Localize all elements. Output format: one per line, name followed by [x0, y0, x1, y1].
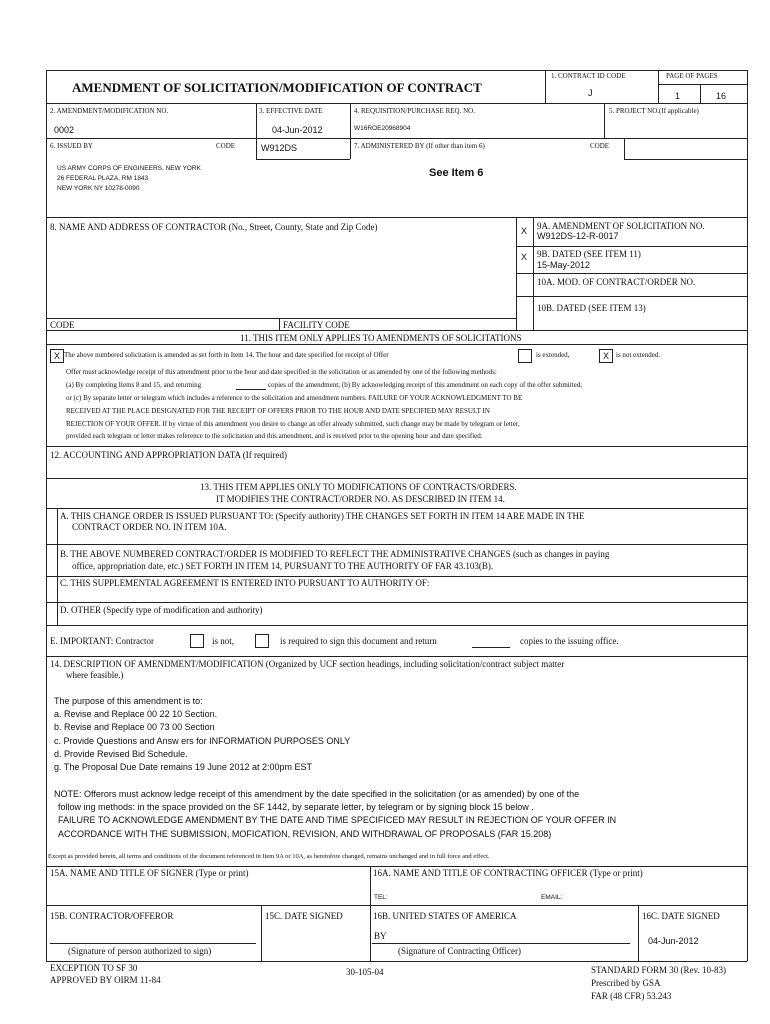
- person-signature-caption: (Signature of person authorized to sign): [68, 946, 212, 956]
- not-extended-label: is not extended.: [616, 351, 661, 359]
- issuer-address-line: 26 FEDERAL PLAZA, RM 1843: [57, 175, 149, 182]
- description-body: [54, 695, 350, 774]
- item13-c: C. THIS SUPPLEMENTAL AGREEMENT IS ENTERED INTO PURSUANT TO AUTHORITY OF:: [60, 578, 430, 588]
- label-10a: 10A. MOD. OF CONTRACT/ORDER NO.: [537, 277, 696, 287]
- item11-para-2a: (a) By completing Items 8 and 15, and returning: [66, 381, 202, 389]
- officer-signature-line[interactable]: [372, 943, 630, 944]
- item13-d: D. OTHER (Specify type of modification and authority): [60, 605, 263, 615]
- amendment-no-label: 2. AMENDMENT/MODIFICATION NO.: [50, 107, 169, 115]
- description-line: d. Provide Revised Bid Schedule.: [54, 748, 188, 759]
- item11-para-4: RECEIVED AT THE PLACE DESIGNATED FOR THE RECEIPT OF OFFERS PRIOR TO THE HOUR AND DATE SPECIFIED MAY RESULT IN: [66, 407, 490, 415]
- note-line: follow ing methods: in the space provided on the SF 1442, by separate letter, by telegram or by signing block 15 below .: [58, 802, 534, 813]
- contractor-code-label: CODE: [50, 320, 75, 330]
- value-9a: W912DS-12-R-0017: [537, 231, 619, 241]
- item13-a-line1: A. THIS CHANGE ORDER IS ISSUED PURSUANT TO: (Specify authority) THE CHANGES SET FORTH IN ITEM 14 ARE MADE IN THE: [60, 511, 585, 521]
- description-line: g. The Proposal Due Date remains 19 June 2012 at 2:00pm EST: [54, 762, 312, 773]
- contractor-signature-line[interactable]: [50, 943, 256, 944]
- see-item-6: See Item 6: [429, 167, 484, 179]
- contractor-offeror-label: 15B. CONTRACTOR/OFFEROR: [50, 911, 174, 921]
- is-required-label: is required to sign this document and return: [280, 636, 437, 646]
- item11-para-1: Offer must acknowledge receipt of this amendment prior to the hour and date specified in the solicitation or as amended by one of the following methods:: [66, 368, 497, 376]
- is-not-checkbox[interactable]: [190, 634, 204, 648]
- issued-code-value: W912DS: [261, 143, 298, 153]
- administered-by-label: 7. ADMINISTERED BY (If other than item 6): [354, 142, 485, 150]
- issuer-address-line: NEW YORK NY 10278-0090: [57, 185, 140, 192]
- effective-date-label: 3. EFFECTIVE DATE: [259, 107, 323, 115]
- note-line: ACCORDANCE WITH THE SUBMISSION, MOFICATION, REVISION, AND WITHDRAWAL OF PROPOSALS (FAR 15.208): [58, 828, 552, 839]
- not-extended-checkbox[interactable]: X: [599, 349, 613, 363]
- form-title: AMENDMENT OF SOLICITATION/MODIFICATION OF CONTRACT: [72, 80, 482, 95]
- important-label: E. IMPORTANT: Contractor: [50, 636, 155, 646]
- by-label: BY: [374, 931, 387, 941]
- prescribed-label: Prescribed by GSA: [591, 978, 661, 988]
- description-line: b. Revise and Replace 00 73 00 Section: [54, 722, 215, 733]
- facility-code-label: FACILITY CODE: [283, 320, 350, 330]
- united-states-label: 16B. UNITED STATES OF AMERICA: [373, 911, 517, 921]
- accounting-label: 12. ACCOUNTING AND APPROPRIATION DATA (If required): [50, 450, 288, 460]
- mark-9b: X: [521, 252, 528, 262]
- form-number: 30-105-04: [346, 967, 384, 977]
- copies-label: copies to the issuing office.: [520, 636, 619, 646]
- issued-by-label: 6. ISSUED BY: [50, 142, 93, 150]
- approved-label: APPROVED BY OIRM 11-84: [50, 975, 161, 985]
- copies-blank-line: [236, 389, 266, 390]
- administered-code-label: CODE: [590, 142, 610, 150]
- item11-title: 11. THIS ITEM ONLY APPLIES TO AMENDMENTS OF SOLICITATIONS: [240, 333, 522, 343]
- effective-date-value: 04-Jun-2012: [272, 125, 323, 135]
- issuer-address-line: US ARMY CORPS OF ENGINEERS, NEW YORK: [57, 165, 201, 172]
- is-not-label: is not,: [212, 636, 235, 646]
- tel-label: TEL:: [374, 894, 388, 901]
- requisition-value: W16ROE20968904: [354, 125, 411, 132]
- extended-label: is extended,: [536, 351, 570, 359]
- amendment-solicitation-no: [537, 221, 705, 241]
- is-required-checkbox[interactable]: [255, 634, 269, 648]
- amendment-no-value: 0002: [54, 125, 75, 135]
- description-label-1: 14. DESCRIPTION OF AMENDMENT/MODIFICATION (Organized by UCF section headings, including solicitation/contract subject matter: [50, 659, 565, 669]
- page-number: 1: [675, 91, 681, 101]
- dated-9b: [537, 249, 641, 271]
- value-9b: 15-May-2012: [537, 260, 591, 270]
- issued-code-label: CODE: [216, 142, 236, 150]
- officer-signature-caption: (Signature of Contracting Officer): [398, 946, 522, 956]
- standard-form-label: STANDARD FORM 30 (Rev. 10-83): [591, 965, 726, 975]
- extended-checkbox[interactable]: [518, 349, 532, 363]
- item11-para-6: provided each telegram or letter makes reference to the solicitation and this amendment, and is received prior to the opening hour and date specified.: [66, 432, 483, 440]
- description-line: c. Provide Questions and Answ ers for INFORMATION PURPOSES ONLY: [54, 735, 351, 746]
- issuer-address: [57, 164, 201, 194]
- contracting-officer-label: 16A. NAME AND TITLE OF CONTRACTING OFFICER (Type or print): [373, 868, 643, 878]
- item11-para-2b: copies of the amendment; (b) By acknowledging receipt of this amendment on each copy of the offer submitted;: [268, 381, 583, 389]
- note-line: FAILURE TO ACKNOWLEDGE AMENDMENT BY THE DATE AND TIME SPECIFICED MAY RESULT IN REJECTION OF YOUR OFFER IN: [58, 815, 617, 826]
- item11-para-5: REJECTION OF YOUR OFFER. If by virtue of this amendment you desire to change an offer already submitted, such change may be made by telegram or letter,: [66, 420, 520, 428]
- item11-line1: The above numbered solicitation is amended as set forth in Item 14. The hour and date specified for receipt of Offer: [64, 351, 389, 359]
- mark-9a: X: [521, 226, 528, 236]
- exception-label: EXCEPTION TO SF 30: [50, 963, 138, 973]
- description-line: The purpose of this amendment is to:: [54, 696, 203, 706]
- page-total: 16: [716, 91, 727, 101]
- label-9a: 9A. AMENDMENT OF SOLICITATION NO.: [537, 221, 705, 231]
- item13-title-2: IT MODIFIES THE CONTRACT/ORDER NO. AS DESCRIBED IN ITEM 14.: [216, 494, 505, 504]
- label-10b: 10B. DATED (SEE ITEM 13): [537, 303, 646, 313]
- requisition-label: 4. REQUISITION/PURCHASE REQ. NO.: [354, 107, 475, 115]
- page-of-label: PAGE OF PAGES: [666, 72, 718, 80]
- item13-b-line1: B. THE ABOVE NUMBERED CONTRACT/ORDER IS MODIFIED TO REFLECT THE ADMINISTRATIVE CHANGES (such as changes in paying: [60, 549, 610, 559]
- contract-id-label: 1. CONTRACT ID CODE: [551, 72, 626, 80]
- contract-id-value: J: [588, 88, 593, 98]
- except-statement: Except as provided herein, all terms and conditions of the document referenced in Item 9A or 10A, as heretofore changed, remains unchanged and in full force and effect.: [48, 853, 490, 860]
- contractor-label: 8. NAME AND ADDRESS OF CONTRACTOR (No., Street, County, State and Zip Code): [50, 222, 378, 232]
- far-label: FAR (48 CFR) 53.243: [591, 991, 672, 1001]
- project-no-label: 5. PROJECT NO.(If applicable): [609, 107, 699, 115]
- item13-a-line2: CONTRACT ORDER NO. IN ITEM 10A.: [72, 522, 227, 532]
- item13-title-1: 13. THIS ITEM APPLIES ONLY TO MODIFICATIONS OF CONTRACTS/ORDERS.: [200, 482, 517, 492]
- description-label-2: where feasible.): [66, 670, 124, 680]
- email-label: EMAIL:: [541, 894, 563, 901]
- amended-checkbox[interactable]: X: [50, 349, 64, 363]
- date-16c-value: 04-Jun-2012: [648, 936, 699, 946]
- item13-b-line2: office, appropriation date, etc.) SET FORTH IN ITEM 14, PURSUANT TO THE AUTHORITY OF FAR 43.103(B).: [72, 561, 494, 571]
- description-note: [54, 788, 616, 841]
- copies-count-line: [472, 647, 510, 648]
- note-line: NOTE: Offerors must acknow ledge receipt of this amendment by the date specified in the solicitation (or as amended) by one of the: [54, 789, 580, 799]
- description-line: a. Revise and Replace 00 22 10 Section.: [54, 709, 218, 720]
- date-signed-15c-label: 15C. DATE SIGNED: [265, 911, 343, 921]
- label-9b: 9B. DATED (SEE ITEM 11): [537, 249, 641, 259]
- date-signed-16c-label: 16C. DATE SIGNED: [642, 911, 720, 921]
- signer-name-label: 15A. NAME AND TITLE OF SIGNER (Type or print): [50, 868, 249, 878]
- item11-para-3: or (c) By separate letter or telegram which includes a reference to the solicitation and amendment numbers. FAILURE OF YOUR ACKNOWLEDGMENT TO BE: [66, 394, 523, 402]
